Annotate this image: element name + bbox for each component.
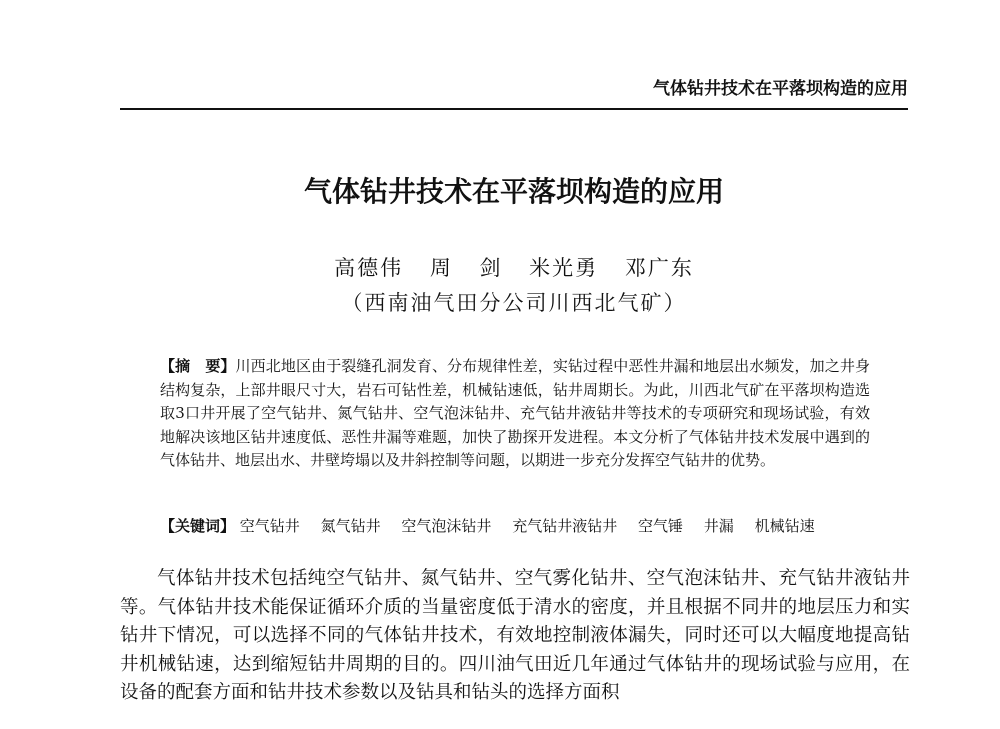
keyword-item: 机械钻速 — [754, 517, 815, 535]
keywords-label: 【关键词】 — [160, 517, 236, 535]
keyword-item: 氮气钻井 — [320, 517, 381, 535]
keywords-block — [160, 515, 880, 538]
article-affiliation: （西南油气田分公司川西北气矿） — [341, 291, 687, 315]
body-paragraph: 气体钻井技术包括纯空气钻井、氮气钻井、空气雾化钻井、空气泡沫钻井、充气钻井液钻井等。气体钻井技术能保证循环介质的当量密度低于清水的密度，并且根据不同井的地层压力和实钻井下情况，可以选择不同的气体钻井技术，有效地控制液体漏失，同时还可以大幅度地提高钻井机械钻速，达到缩短钻井周期的目的。四川油气田近几年通过气体钻井的现场试验与应用，在设备的配套方面和钻井技术参数以及钻具和钻头的选择方面积 — [120, 568, 910, 703]
article-authors: 高德伟 周 剑 米光勇 邓广东 — [334, 256, 694, 280]
header-divider — [120, 108, 908, 110]
keyword-item: 充气钻井液钻井 — [512, 517, 618, 535]
keyword-item: 空气锤 — [637, 517, 683, 535]
running-header-title: 气体钻井技术在平落坝构造的应用 — [653, 79, 908, 99]
abstract-block — [160, 355, 870, 473]
abstract-label: 【摘 要】 — [160, 357, 236, 375]
keyword-item: 空气泡沫钻井 — [401, 517, 492, 535]
article-title: 气体钻井技术在平落坝构造的应用 — [303, 175, 724, 208]
abstract-text: 川西北地区由于裂缝孔洞发育、分布规律性差，实钻过程中恶性井漏和地层出水频发，加之井身结构复杂，上部井眼尺寸大，岩石可钻性差，机械钻速低，钻井周期长。为此，川西北气矿在平落坝构造选取3口井开展了空气钻井、氮气钻井、空气泡沫钻井、充气钻井液钻井等技术的专项研究和现场试验，有效地解决该地区钻井速度低、恶性井漏等难题，加快了勘探开发进程。本文分析了气体钻井技术发展中遇到的气体钻井、地层出水、井壁垮塌以及井斜控制等问题，以期进一步充分发挥空气钻井的优势。 — [160, 357, 870, 469]
keyword-item: 井漏 — [703, 517, 734, 535]
keyword-item: 空气钻井 — [239, 517, 300, 535]
